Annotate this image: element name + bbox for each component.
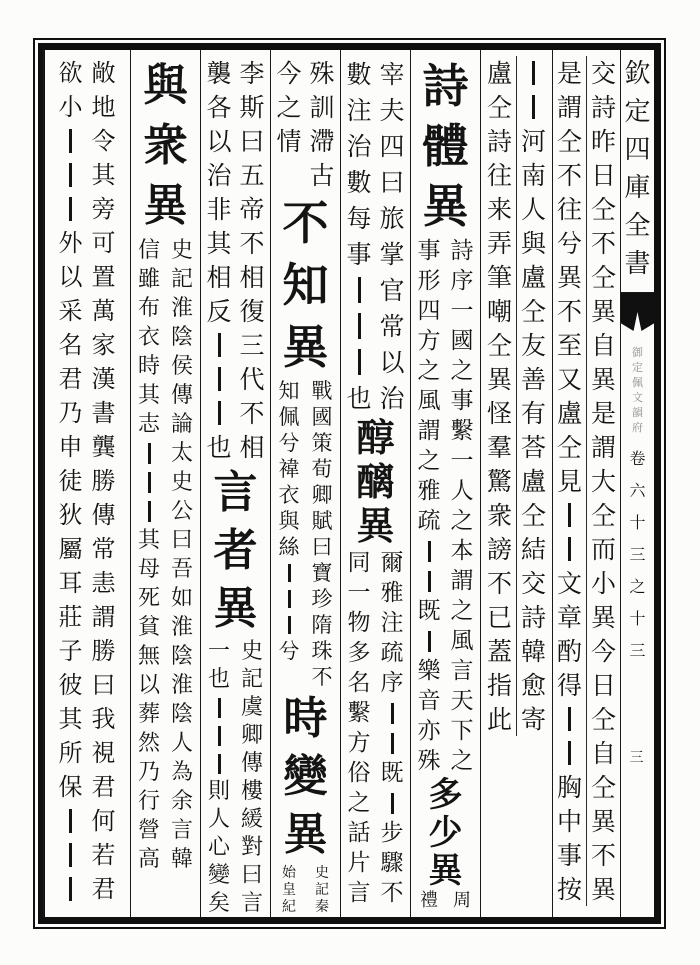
quote-column-right: 交 詩 昨 日 仝 不 仝 異 自 異 是 謂 大 仝 而 小 異 今 日 仝 自 仝 異 不 異 (586, 56, 620, 906)
quote-column-right: 殊 訓 滯 古 (309, 58, 335, 190)
quote-column-right: 李 斯 曰 五 帝 不 相 復 三 代 不 相 (239, 58, 265, 462)
page-content (45, 50, 654, 917)
double-quote-block (271, 56, 340, 192)
double-quote-block (131, 236, 200, 874)
text-column-5 (270, 50, 340, 917)
text-column-6 (200, 50, 270, 917)
quote-column-right: 河 南 人 與 盧 仝 友 善 有 荅 盧 仝 結 交 詩 韓 愈 寄 (516, 56, 550, 736)
text-column-2 (480, 50, 552, 917)
quote-column-left: 同 一 物 多 名 繫 方 俗 之 話 片 言 (347, 549, 371, 906)
double-quote-block (341, 56, 410, 416)
quote-column-left: 今 之 情 (276, 58, 302, 156)
quote-column-right: 詩 序 一 國 之 事 繫 一 人 之 本 謂 之 風 言 天 下 之 (450, 237, 474, 774)
quote-column-left: 知 佩 兮 褘 衣 與 絲 兮 (278, 378, 300, 663)
double-quote-block (271, 378, 340, 690)
headword-yan-zhe-yi: 言 者 異 (213, 467, 258, 634)
text-column-1 (552, 50, 620, 917)
double-quote-block (341, 548, 410, 908)
double-quote-block (553, 56, 620, 906)
double-quote-block (44, 56, 130, 906)
quote-column-left: 一 也 則 人 心 變 矣 (207, 639, 230, 916)
spine-column (620, 50, 654, 917)
quote-column-left: 是 謂 仝 不 往 兮 異 不 至 又 盧 仝 見 文 章 酌 得 胸 中 事 按 (556, 58, 582, 904)
spine-book-title: 御 定 佩 文 韻 府 (632, 346, 643, 434)
quote-column-right: 敞 地 令 其 旁 可 置 萬 家 漢 書 龔 勝 傳 常 恚 謂 勝 曰 我 視 君 何 若 君 (91, 59, 116, 903)
quote-column-left: 盧 仝 詩 往 来 弄 筆 嘲 仝 異 怪 羣 驚 衆 謗 不 已 蓋 指 此 (486, 58, 512, 734)
imprint-title: 欽 定 四 庫 全 書 (624, 59, 651, 279)
page-frame-inner (38, 43, 661, 924)
quote-column-left: 數 注 治 數 每 事 也 (346, 59, 372, 413)
text-column-8 (43, 50, 130, 917)
quote-column-left: 襲 各 以 治 非 其 相 反 也 (206, 58, 232, 462)
double-quote-block (271, 864, 340, 915)
headword-bu-zhi-yi: 不 知 異 (282, 196, 329, 374)
headword-chun-li-yi: 醇 醨 異 (356, 416, 395, 548)
imprint-title-box (621, 50, 654, 293)
headword-shi-bian-yi: 時 變 異 (283, 693, 328, 860)
double-quote-block (201, 56, 270, 464)
quote-column-right: 周 (453, 890, 471, 911)
text-column-3 (410, 50, 480, 917)
quote-column-left: 信 雖 布 衣 時 其 志 其 母 死 貧 無 以 葬 然 乃 行 營 高 (137, 237, 160, 872)
text-column-4 (340, 50, 410, 917)
quote-column-right: 戰 國 策 荀 卿 賦 曰 寶 珍 隋 珠 不 (311, 378, 333, 689)
double-quote-block (481, 56, 552, 736)
quote-column-left: 欲 小 外 以 采 名 君 乃 申 徒 狄 屬 耳 莊 子 彼 其 所 保 (54, 56, 87, 906)
quote-column-right: 史 記 淮 陰 侯 傳 論 太 史 公 曰 吾 如 淮 陰 淮 陰 人 為 余 言 韓 (170, 237, 193, 872)
volume-label: 卷 六 十 三 之 十 三 (629, 449, 646, 660)
headword-yu-zhong-yi: 與 衆 異 (143, 60, 188, 231)
headword-shi-ti-yi: 詩 體 異 (422, 59, 469, 233)
leaf-number: 三 (629, 750, 644, 766)
quote-column-right: 爾 雅 注 疏 序 既 步 驟 不 (380, 549, 404, 906)
quote-column-left: 事 形 四 方 之 風 謂 之 雅 疏 既 樂 音 亦 殊 (417, 237, 441, 774)
double-quote-block (411, 236, 480, 776)
text-column-7 (130, 50, 200, 917)
fishtail-mark-icon (621, 293, 654, 331)
quote-column-left: 始 皇 紀 (282, 864, 296, 915)
headword-duo-shao-yi: 多 少 異 (428, 775, 463, 891)
quote-column-right: 史 記 秦 (315, 864, 329, 915)
quote-column-left: 禮 (420, 890, 438, 911)
double-quote-block (411, 890, 480, 912)
quote-column-right: 史 記 虞 卿 傳 樓 緩 對 曰 言 (240, 639, 263, 916)
page-frame (33, 38, 666, 929)
double-quote-block (201, 638, 270, 917)
quote-column-right: 宰 夫 四 曰 旅 掌 官 常 以 治 (379, 59, 405, 413)
